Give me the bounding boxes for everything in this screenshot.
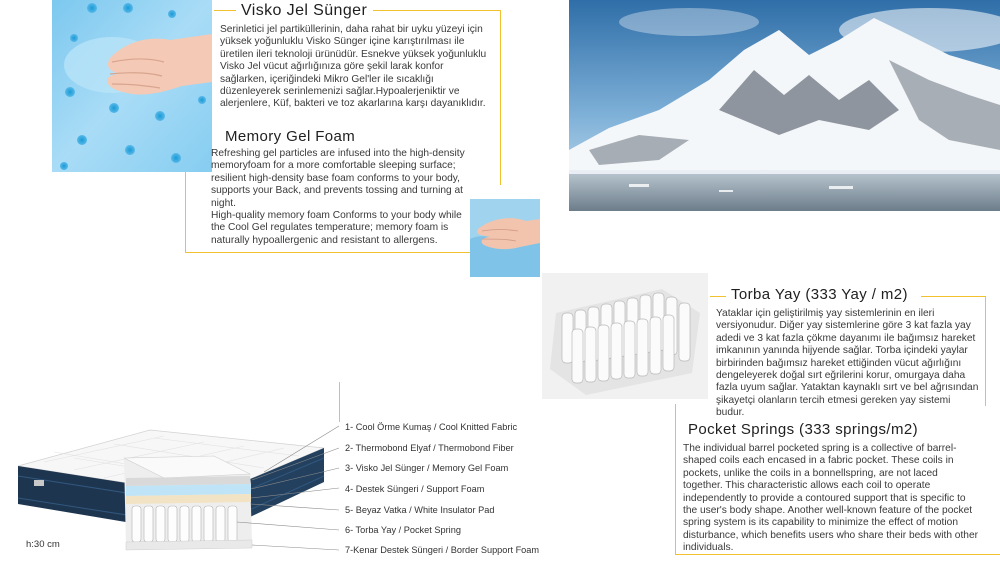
memory-text [211, 148, 473, 247]
visko-title-line [214, 10, 236, 11]
layer-label-7: 7-Kenar Destek Süngeri / Border Support Foam [345, 545, 540, 555]
torba-title-line-right [921, 296, 985, 297]
snowy-mountain-photo [569, 0, 1000, 211]
visko-title-line-right [373, 10, 500, 11]
memory-text-p2: High-quality memory foam Conforms to your body while the Cool Gel regulates temperature; memory foam is naturally hypoallergenic and resistant to allergens. [211, 210, 462, 246]
layer-label-3: 3- Visko Jel Sünger / Memory Gel Foam [345, 463, 509, 473]
memory-frame-bottom [185, 252, 470, 253]
layer-label-2: 2- Thermobond Elyaf / Thermobond Fiber [345, 443, 514, 453]
torba-text: Yataklar için geliştirilmiş yay sistemlerinin en ileri versiyonudur. Diğer yay sistemlerine göre 3 kat fazla yay adedi ve 3 kat fazla çökme dayanımı ile bağımsız hareket imkanının yanında hijyende sağlar. Torba içindeki yaylar birbirinden bağımsız hareket ettiğinden vücut ağırlığını dengeleyerek doğal sırt eğrilerini korur, omurgaya daha fazla uyum sağlar. Yataktan kaynaklı sırt ve bel ağrısından şikayetçi olanların tercih etmesi gereken yay sistemi budur. [716, 308, 979, 419]
pocket-text: The individual barrel pocketed spring is a collective of barrel-shaped coils each encased in a fabric pocket. These coils in pockets, unlike the coils in a bonnellspring, are not laced together. This characteristic allows each coil to operate independently to provide a contoured support that is specific to the user's body shape. Another well-known feature of the pocket spring system is its capability to minimize the effect of motion disturbance, which benefits users who share their beds with other individuals. [683, 443, 979, 554]
torba-frame-right [985, 296, 986, 406]
torba-title: Torba Yay (333 Yay / m2) [731, 286, 908, 303]
gel-foam-hand-photo [52, 0, 212, 172]
layer-label-5: 5- Beyaz Vatka / White Insulator Pad [345, 505, 495, 515]
visko-title: Visko Jel Sünger [241, 2, 368, 19]
memory-text-p1: Refreshing gel particles are infused into the high-density memoryfoam for a more comfortable sleeping surface; resilient high-density base foam conforms to your body, supports your Back, and prevents tossing and turning at night. [211, 148, 465, 209]
pocket-frame-left [675, 404, 676, 554]
height-label: h:30 cm [26, 539, 60, 550]
layer-label-1: 1- Cool Örme Kumaş / Cool Knitted Fabric [345, 422, 518, 432]
layer-label-4: 4- Destek Süngeri / Support Foam [345, 484, 485, 494]
memory-frame-left [185, 172, 186, 252]
visko-frame-right [500, 10, 501, 185]
torba-title-line [710, 296, 726, 297]
mattress-illustration [14, 418, 350, 558]
pocket-title: Pocket Springs (333 springs/m2) [688, 421, 918, 438]
memory-title: Memory Gel Foam [225, 128, 356, 145]
memory-foam-hand-photo [470, 199, 540, 277]
visko-text: Serinletici jel partiküllerinin, daha rahat bir uyku yüzeyi için yüksek yoğunluklu Visko Sünger içine karıştırılması ile üretilen ileri teknoloji ürünüdür. Esnekve yüksek yoğunluklu Visko Jel vücut ağırlığınıza göre şekil larak konfor sağlarken, içeriğindeki Mikro Gel'ler ile sıcaklığı düzenleyerek serinlemenizi sağlar.Hypoalerjeniktir ve alerjenlere, Küf, bakteri ve toz akarlarına karşı dayanıklıdır. [220, 24, 487, 110]
pocket-spring-photo [542, 273, 708, 399]
layer-label-6: 6- Torba Yay / Pocket Spring [345, 525, 461, 535]
mattress-frame-left [339, 382, 340, 422]
